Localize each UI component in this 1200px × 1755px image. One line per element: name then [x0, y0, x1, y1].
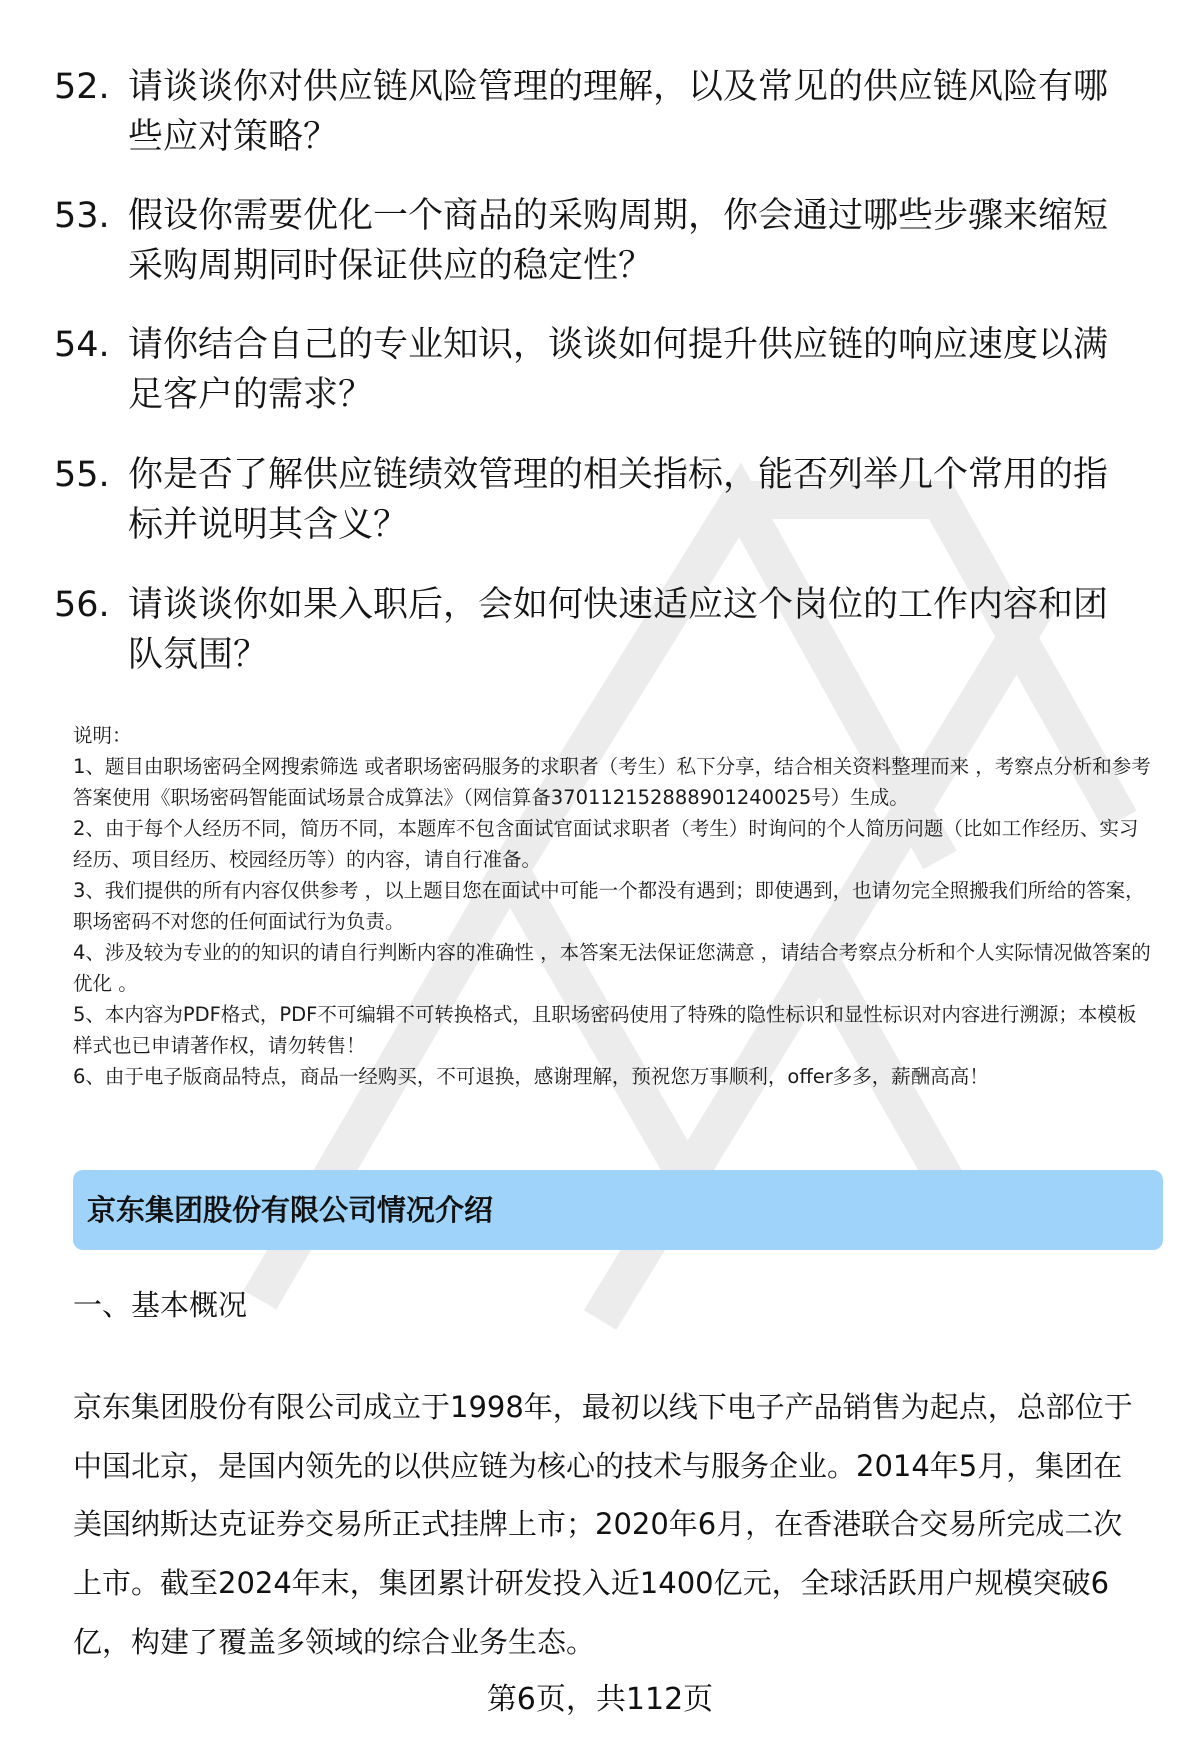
intro-line: 亿，构建了覆盖多领域的综合业务生态。 [73, 1624, 596, 1659]
intro-line: 美国纳斯达克证券交易所正式挂牌上市；2020年6月，在香港联合交易所完成二次 [73, 1507, 1123, 1542]
question-line: 请谈谈你对供应链风险管理的理解，以及常见的供应链风险有哪 [128, 67, 1109, 107]
question-line: 请你结合自己的专业知识，谈谈如何提升供应链的响应速度以满 [128, 325, 1109, 365]
question-number: 55. [54, 455, 110, 495]
note-item: 3、我们提供的所有内容仅供参考 ，以上题目您在面试中可能一个都没有遇到；即使遇到，也请勿完全照搬我们所给的答案，职场密码不对您的任何面试行为负责。 [73, 879, 1145, 933]
question-text [128, 320, 1138, 420]
question-line: 些应对策略？ [128, 117, 339, 157]
notes-section [73, 720, 1153, 1092]
question-text [128, 62, 1138, 162]
intro-line: 京东集团股份有限公司成立于1998年，最初以线下电子产品销售为起点，总部位于 [73, 1390, 1133, 1424]
question-number: 54. [54, 325, 110, 365]
intro-line: 中国北京，是国内领先的以供应链为核心的技术与服务企业。2014年5月，集团在 [73, 1448, 1123, 1483]
company-title-bar [73, 1170, 1163, 1250]
question-line: 采购周期同时保证供应的稳定性？ [128, 246, 654, 286]
question-number: 53. [54, 196, 110, 236]
note-item: 1、题目由职场密码全网搜索筛选 或者职场密码服务的求职者（考生）私下分享，结合相关资料整理而来 ，考察点分析和参考答案使用《职场密码智能面试场景合成算法》（网信算备370112152888901240025号）生成。 [73, 755, 1151, 809]
question-line: 你是否了解供应链绩效管理的相关指标，能否列举几个常用的指 [128, 455, 1109, 495]
notes-title: 说明： [73, 724, 132, 747]
note-item: 4、涉及较为专业的的知识的请自行判断内容的准确性 ，本答案无法保证您满意 ，请结合考察点分析和个人实际情况做答案的优化 。 [73, 941, 1151, 995]
question-number: 56. [54, 585, 110, 625]
question-text [128, 450, 1138, 550]
note-item: 6、由于电子版商品特点，商品一经购买，不可退换，感谢理解，预祝您万事顺利，offer多多，薪酬高高！ [73, 1065, 989, 1088]
note-item: 5、本内容为PDF格式，PDF不可编辑不可转换格式，且职场密码使用了特殊的隐性标识和显性标识对内容进行溯源；本模板样式也已申请著作权，请勿转售！ [73, 1003, 1137, 1057]
company-intro-paragraph [73, 1378, 1163, 1672]
question-line: 请谈谈你如果入职后，会如何快速适应这个岗位的工作内容和团 [128, 585, 1109, 625]
question-text [128, 580, 1138, 680]
section-heading: 一、基本概况 [73, 1288, 248, 1322]
question-line: 标并说明其含义？ [128, 505, 409, 545]
page-number: 第6页，共112页 [486, 1682, 714, 1717]
question-text [128, 191, 1138, 291]
question-number: 52. [54, 67, 110, 107]
question-line: 假设你需要优化一个商品的采购周期，你会通过哪些步骤来缩短 [128, 196, 1109, 236]
question-line: 队氛围？ [128, 635, 269, 675]
question-line: 足客户的需求？ [128, 375, 374, 415]
intro-line: 上市。截至2024年末，集团累计研发投入近1400亿元，全球活跃用户规模突破6 [73, 1566, 1110, 1601]
company-title: 京东集团股份有限公司情况介绍 [87, 1193, 494, 1227]
note-item: 2、由于每个人经历不同，简历不同，本题库不包含面试官面试求职者（考生）时询问的个人简历问题（比如工作经历、实习经历、项目经历、校园经历等）的内容，请自行准备。 [73, 817, 1139, 871]
